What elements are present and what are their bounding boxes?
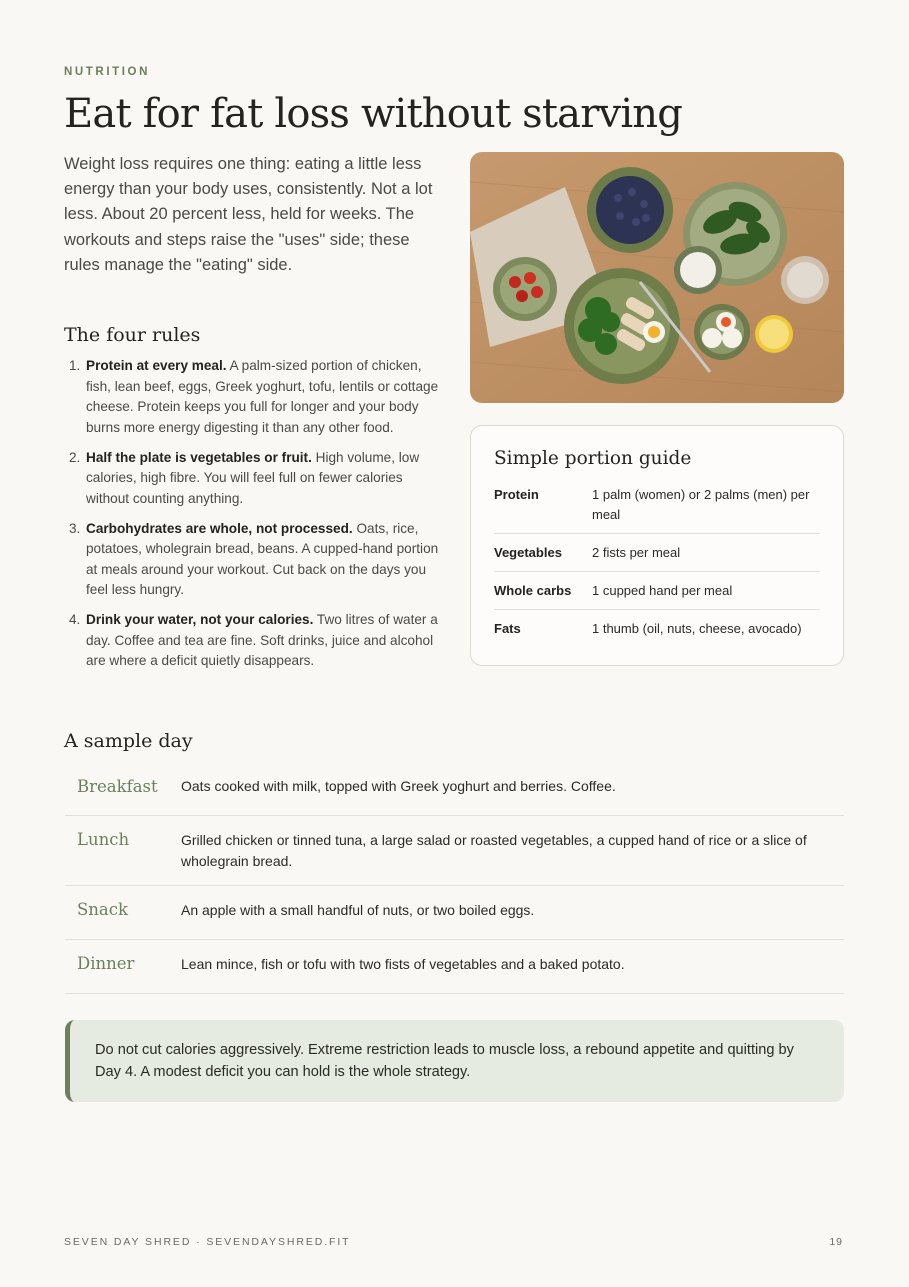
rules-heading: The four rules bbox=[64, 324, 201, 346]
portion-value: 1 thumb (oil, nuts, cheese, avocado) bbox=[592, 621, 802, 636]
portion-row bbox=[494, 543, 820, 572]
rule-bold: Drink your water, not your calories. bbox=[86, 612, 314, 627]
sample-row bbox=[65, 816, 844, 886]
rule-item bbox=[64, 519, 444, 601]
portion-value: 2 fists per meal bbox=[592, 545, 681, 560]
meal-name: Dinner bbox=[77, 954, 135, 973]
rule-bold: Protein at every meal. bbox=[86, 358, 227, 373]
portion-value: 1 cupped hand per meal bbox=[592, 583, 733, 598]
rule-item bbox=[64, 610, 444, 672]
portion-value: 1 palm (women) or 2 palms (men) per meal bbox=[592, 487, 810, 522]
portion-label: Whole carbs bbox=[494, 583, 572, 598]
portion-guide-card bbox=[470, 425, 844, 666]
rule-item bbox=[64, 356, 444, 438]
rules-list bbox=[64, 356, 444, 681]
rule-number: 4. bbox=[69, 612, 81, 627]
portion-guide-title: Simple portion guide bbox=[494, 448, 692, 469]
portion-label: Protein bbox=[494, 487, 539, 502]
meal-name: Lunch bbox=[77, 830, 130, 849]
sample-row bbox=[65, 940, 844, 994]
meal-description: Oats cooked with milk, topped with Greek yoghurt and berries. Coffee. bbox=[181, 778, 616, 794]
rule-number: 3. bbox=[69, 520, 81, 536]
page-title: Eat for fat loss without starving bbox=[64, 91, 683, 137]
portion-row bbox=[494, 485, 820, 534]
meal-name: Snack bbox=[77, 900, 129, 919]
sample-day-heading: A sample day bbox=[64, 730, 193, 752]
food-photo bbox=[470, 152, 844, 403]
sample-day-table bbox=[65, 762, 844, 994]
meal-description: Grilled chicken or tinned tuna, a large salad or roasted vegetables, a cupped hand of rice or a slice of wholegrain bread. bbox=[181, 832, 807, 869]
rule-number: 1. bbox=[69, 358, 81, 373]
rule-number: 2. bbox=[69, 449, 81, 465]
meal-name: Breakfast bbox=[77, 777, 158, 796]
rule-text: A palm-sized portion of chicken, fish, lean beef, eggs, Greek yoghurt, tofu, lentils or cottage cheese. Protein keeps you full for longer and your body burns more energy digesting it than any other food. bbox=[86, 358, 439, 435]
meal-description: An apple with a small handful of nuts, or two boiled eggs. bbox=[181, 902, 535, 918]
sample-row bbox=[65, 886, 844, 940]
rule-text: High volume, low calories, high fibre. You will feel full on fewer calories without counting anything. bbox=[86, 449, 420, 506]
sample-row bbox=[65, 762, 844, 816]
section-eyebrow: NUTRITION bbox=[64, 66, 151, 78]
rule-bold: Carbohydrates are whole, not processed. bbox=[86, 520, 353, 536]
portion-label: Vegetables bbox=[494, 545, 562, 560]
warning-callout: Do not cut calories aggressively. Extreme restriction leads to muscle loss, a rebound appetite and quitting by Day 4. A modest deficit you can hold is the whole strategy. bbox=[65, 1020, 844, 1102]
rule-bold: Half the plate is vegetables or fruit. bbox=[86, 449, 312, 465]
rule-item bbox=[64, 448, 444, 510]
intro-paragraph: Weight loss requires one thing: eating a little less energy than your body uses, consistently. Not a lot less. About 20 percent less, held for weeks. The workouts and steps raise the "uses" side; these rules manage the "eating" side. bbox=[64, 155, 433, 274]
portion-row bbox=[494, 619, 820, 647]
page-number: 19 bbox=[829, 1236, 843, 1248]
rule-text: Two litres of water a day. Coffee and tea are fine. Soft drinks, juice and alcohol are where a deficit quietly disappears. bbox=[86, 612, 438, 668]
footer-brand: SEVEN DAY SHRED · SEVENDAYSHRED.FIT bbox=[64, 1236, 351, 1248]
rule-text: Oats, rice, potatoes, wholegrain bread, beans. A cupped-hand portion at meals around your workout. Cut back on the days you feel less hungry. bbox=[86, 520, 439, 597]
portion-guide-table bbox=[494, 485, 820, 656]
portion-label: Fats bbox=[494, 621, 521, 636]
meal-description: Lean mince, fish or tofu with two fists of vegetables and a baked potato. bbox=[181, 956, 625, 972]
portion-row bbox=[494, 581, 820, 610]
